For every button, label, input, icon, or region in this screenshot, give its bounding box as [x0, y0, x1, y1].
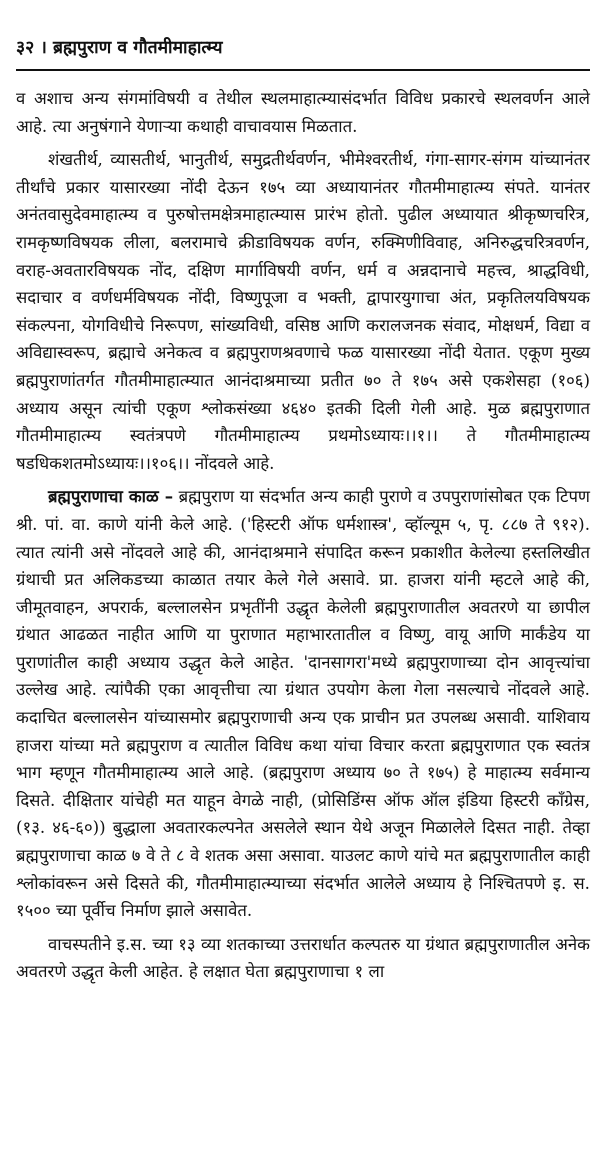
section-heading-period: ब्रह्मपुराणाचा काळ –	[48, 486, 174, 507]
page-header: ३२ । ब्रह्मपुराण व गौतमीमाहात्म्य	[16, 38, 223, 58]
document-page	[16, 34, 590, 986]
header-rule	[16, 69, 590, 71]
paragraph-tirtha-list: शंखतीर्थ, व्यासतीर्थ, भानुतीर्थ, समुद्रतीर्थवर्णन, भीमेश्वरतीर्थ, गंगा-सागर-संगम यांच्यानंतर तीर्थांचे प्रकार यासारख्या नोंदी देऊन १७५ व्या अध्यायानंतर गौतमीमाहात्म्य संपते. यानंतर अनंतवासुदेवमाहात्म्य व पुरुषोत्तमक्षेत्रमाहात्म्यास प्रारंभ होतो. पुढील अध्यायात श्रीकृष्णचरित्र, रामकृष्णविषयक लीला, बलरामाचे क्रीडाविषयक वर्णन, रुक्मिणीविवाह, अनिरुद्धचरित्रवर्णन, वराह-अवतारविषयक नोंद, दक्षिण मार्गाविषयी वर्णन, धर्म व अन्नदानाचे महत्त्व, श्राद्धविधी, सदाचार व वर्णधर्मविषयक नोंदी, विष्णुपूजा व भक्ती, द्वापारयुगाचा अंत, प्रकृतिलयविषयक संकल्पना, योगविधीचे निरूपण, सांख्यविधी, वसिष्ठ आणि करालजनक संवाद, मोक्षधर्म, विद्या व अविद्यास्वरूप, ब्रह्माचे अनेकत्व व ब्रह्मपुराणश्रवणाचे फळ यासारख्या नोंदी येतात. एकूण मुख्य ब्रह्मपुराणांतर्गत गौतमीमाहात्म्यात आनंदाश्रमाच्या प्रतीत ७० ते १७५ असे एकशेसहा (१०६) अध्याय असून त्यांची एकूण श्लोकसंख्या ४६४० इतकी दिली गेली आहे. मुळ ब्रह्मपुराणात गौतमीमाहात्म्य स्वतंत्रपणे गौतमीमाहात्म्य प्रथमोऽध्यायः।।१।। ते गौतमीमाहात्म्य षडधिकशतमोऽध्यायः।।१०६।। नोंदवले आहे.	[16, 149, 590, 473]
paragraph-vachaspati: वाचस्पतीने इ.स. च्या १३ व्या शतकाच्या उत्तरार्धात कल्पतरु या ग्रंथात ब्रह्मपुराणातील अनेक अवतरणे उद्धृत केली आहेत. हे लक्षात घेता ब्रह्मपुराणाचा १ ला	[16, 933, 590, 982]
paragraph-period-text: ब्रह्मपुराण या संदर्भात अन्य काही पुराणे व उपपुराणांसोबत एक टिपण श्री. पां. वा. काणे यांनी केले आहे. ('हिस्टरी ऑफ धर्मशास्त्र', व्हॉल्यूम ५, पृ. ८८७ ते ९१२). त्यात त्यांनी असे नोंदवले आहे की, आनंदाश्रमाने संपादित करून प्रकाशीत केलेल्या हस्तलिखीत ग्रंथाची प्रत अलिकडच्या काळात तयार केले गेले असावे. प्रा. हाजरा यांनी म्हटले आहे की, जीमूतवाहन, अपरार्क, बल्लालसेन प्रभृतींनी उद्धृत केलेली ब्रह्मपुराणातील अवतरणे या छापील ग्रंथात आढळत नाहीत आणि या पुराणात महाभारतातील व विष्णु, वायू आणि मार्कंडेय या पुराणांतील काही अध्याय उद्धृत केले आहेत. 'दानसागरा'मध्ये ब्रह्मपुराणाच्या दोन आवृत्त्यांचा उल्लेख आहे. त्यांपैकी एका आवृत्तीचा त्या ग्रंथात उपयोग केला गेला नसल्याचे नोंदवले आहे. कदाचित बल्लालसेन यांच्यासमोर ब्रह्मपुराणाची अन्य एक प्राचीन प्रत उपलब्ध असावी. याशिवाय हाजरा यांच्या मते ब्रह्मपुराण व त्यातील विविध कथा यांचा विचार करता ब्रह्मपुराणात एक स्वतंत्र भाग म्हणून गौतमीमाहात्म्य आले आहे. (ब्रह्मपुराण अध्याय ७० ते १७५) हे माहात्म्य सर्वमान्य दिसते. दीक्षितार यांचेही मत याहून वेगळे नाही, (प्रोसिडिंग्स ऑफ ऑल इंडिया हिस्टरी काँग्रेस, (१३. ४६-६०)) बुद्धाला अवतारकल्पनेत असलेले स्थान येथे अजून मिळालेले दिसत नाही. तेव्हा ब्रह्मपुराणाचा काळ ७ वे ते ८ वे शतक असा असावा. याउलट काणे यांचे मत ब्रह्मपुराणातील काही श्लोकांवरून असे दिसते की, गौतमीमाहात्म्याच्या संदर्भात आलेले अध्याय हे निश्चितपणे इ. स. १५०० च्या पूर्वीच निर्माण झाले असावेत.	[16, 486, 590, 921]
paragraph-intro: व अशाच अन्य संगमांविषयी व तेथील स्थलमाहात्म्यासंदर्भात विविध प्रकारचे स्थलवर्णन आले आहे. त्या अनुषंगाने येणाऱ्या कथाही वाचावयास मिळतात.	[16, 88, 590, 136]
paragraph-period	[16, 483, 590, 925]
body-text	[16, 85, 590, 986]
